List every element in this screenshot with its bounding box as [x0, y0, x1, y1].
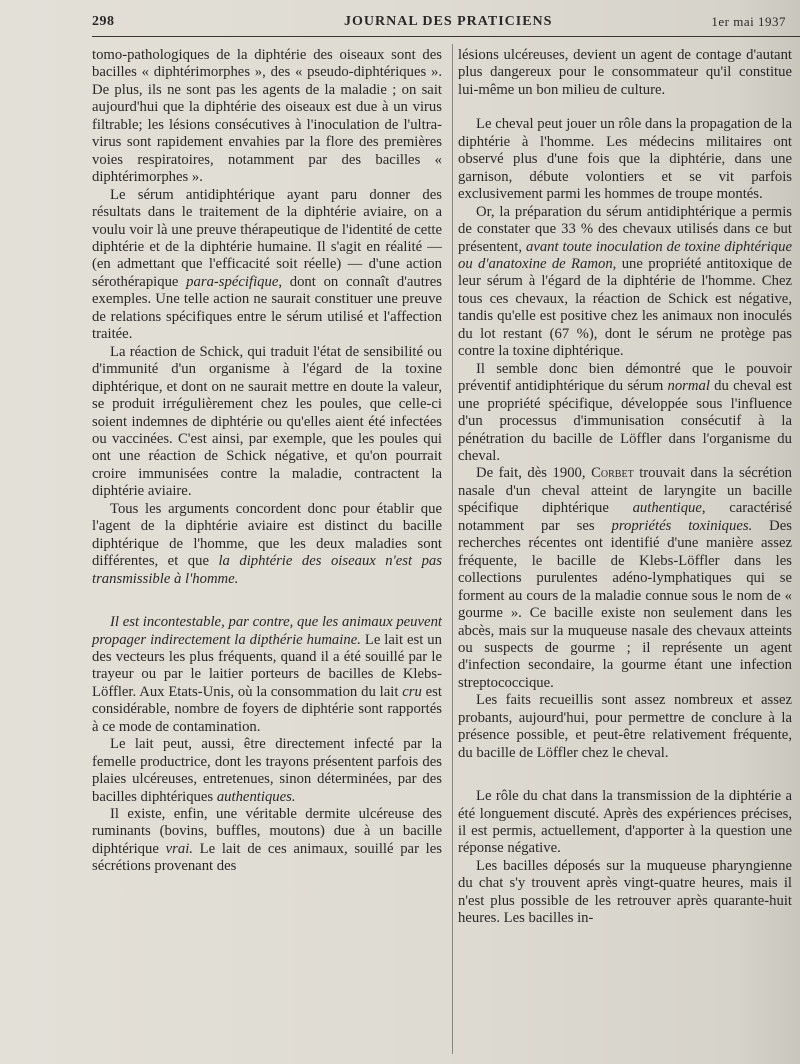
paragraph: Les bacilles déposés sur la muqueuse pharyngienne du chat s'y trouvent après vingt-quatre heures, mais il n'est plus possible de les retrouver après quarante-huit heures. Les bacilles in- — [458, 857, 792, 927]
author-name: Corbet — [591, 465, 634, 482]
paragraph: Il est incontestable, par contre, que les animaux peuvent propager indirectement la dipthérie humaine. Le lait est un des vecteurs les plus fréquents, quand il a été souillé par le trayeur ou par le laitier porteurs de bacilles de Klebs-Löffler. Aux Etats-Unis, où la consommation du lait cru est considérable, nombre de foyers de diphtérie sont rapportés à ce mode de contamination. — [92, 614, 442, 735]
paragraph: Le sérum antidiphtérique ayant paru donner des résultats dans le traitement de la diphtérie aviaire, on a voulu voir là une preuve thérapeutique de l'identité de cette diphtérie et de la diphtérie humaine. Il s'agit en réalité — (en admettant que l'efficacité soit réelle) — d'une action sérothérapique para-spécifique, dont on connaît d'autres exemples. Une telle action ne saurait constituer une preuve de relations spécifiques entre le sérum utilisé et l'affection traitée. — [92, 186, 442, 343]
paragraph: Or, la préparation du sérum antidiphtérique a permis de constater que 33 % des chevaux utilisés dans ce but présentent, avant toute inoculation de toxine diphtérique ou d'anatoxine de Ramon, une propriété antitoxique de leur sérum à l'égard de la diphtérie de l'homme. Chez tous ces chevaux, la réaction de Schick est négative, tandis qu'elle est positive chez les animaux non inoculés du lot restant (67 %), dont le sérum ne protège pas contre la toxine diphtérique. — [458, 203, 792, 360]
left-column — [92, 47, 442, 876]
paragraph: lésions ulcéreuses, devient un agent de contage d'autant plus dangereux pour le consommateur qu'il constitue lui-même un bon milieu de culture. — [458, 47, 792, 98]
paragraph: La réaction de Schick, qui traduit l'état de sensibilité ou d'immunité d'un organisme à l'égard de la toxine diphtérique, et dont on ne saurait mettre en doute la valeur, se produit irrégulièrement chez les poules, que celle-ci soient indemnes de diphtérie ou qu'elles aient été infectées ou vaccinées. C'est ainsi, par exemple, que les poules qui ont une réaction de Schick négative, et qu'on pourrait croire immunisées contre la maladie, contractent la diphtérie aviaire. — [92, 343, 442, 500]
paragraph: tomo-pathologiques de la diphtérie des oiseaux sont des bacilles « diphtérimorphes », des « pseudo-diphtériques ». De plus, ils ne sont pas les agents de la maladie ; on sait aujourd'hui que la diphtérie des oiseaux est due à un virus filtrable; les lésions consécutives à l'inoculation de l'ultra-virus sont rapidement envahies par la flore des premières voies respiratoires, notamment par des bacilles « diphtérimorphes ». — [92, 47, 442, 186]
paragraph: Il semble donc bien démontré que le pouvoir préventif antidiphtérique du sérum normal du cheval est une propriété spécifique, développée sous l'influence d'un processus d'immunisation consécutif à la pénétration du bacille de Löffler dans l'organisme du cheval. — [458, 360, 792, 464]
right-column — [458, 47, 792, 928]
page-number: 298 — [92, 14, 115, 29]
paragraph: Le rôle du chat dans la transmission de la diphtérie a été longuement discuté. Après des expériences précises, il est permis, actuellement, d'apporter à la question une réponse négative. — [458, 788, 792, 857]
page-header — [92, 14, 800, 36]
paragraph: De fait, dès 1900, Corbet trouvait dans la sécrétion nasale d'un cheval atteint de laryngite un bacille spécifique diphtérique authentique, caractérisé notamment par ses propriétés toxiniques. Des recherches récentes ont identifié d'une manière assez fréquente, le bacille de Klebs-Löffler dans les collections purulentes adéno-lymphatiques qui se forment au cours de la maladie connue sous le nom de « gourme ». Ce bacille existe non seulement dans les abcès, mais sur la muqueuse nasale des chevaux atteints ou suspects de gourme ; il représente un agent d'infection secondaire, la gourme étant une infection streptococcique. — [458, 465, 793, 691]
paragraph: Le cheval peut jouer un rôle dans la propagation de la diphtérie à l'homme. Les médecins militaires ont observé plus d'une fois que la diphtérie, dans une garnison, débute volontiers et se vit parfois exclusivement parmi les hommes de troupe montés. — [458, 116, 792, 203]
header-rule — [92, 36, 800, 37]
paragraph: Tous les arguments concordent donc pour établir que l'agent de la diphtérie aviaire est distinct du bacille diphtérique de l'homme, que les deux maladies sont différentes, et que la diphtérie des oiseaux n'est pas transmissible à l'homme. — [92, 500, 442, 587]
journal-title: JOURNAL DES PRATICIENS — [344, 14, 553, 29]
issue-date: 1er mai 1937 — [711, 14, 786, 29]
column-divider — [452, 44, 453, 1054]
paragraph: Le lait peut, aussi, être directement infecté par la femelle productrice, dont les trayons présentent parfois des plaies ulcéreuses, entretenues, sinon déterminées, par des bacilles diphtériques authentiques. — [92, 736, 442, 805]
paragraph: Il existe, enfin, une véritable dermite ulcéreuse des ruminants (bovins, buffles, moutons) due à un bacille diphtérique vrai. Le lait de ces animaux, souillé par les sécrétions provenant des — [92, 806, 442, 875]
paragraph: Les faits recueillis sont assez nombreux et assez probants, aujourd'hui, pour permettre de conclure à la présence possible, et peut-être relativement fréquente, du bacille de Löffler chez le cheval. — [458, 692, 792, 761]
